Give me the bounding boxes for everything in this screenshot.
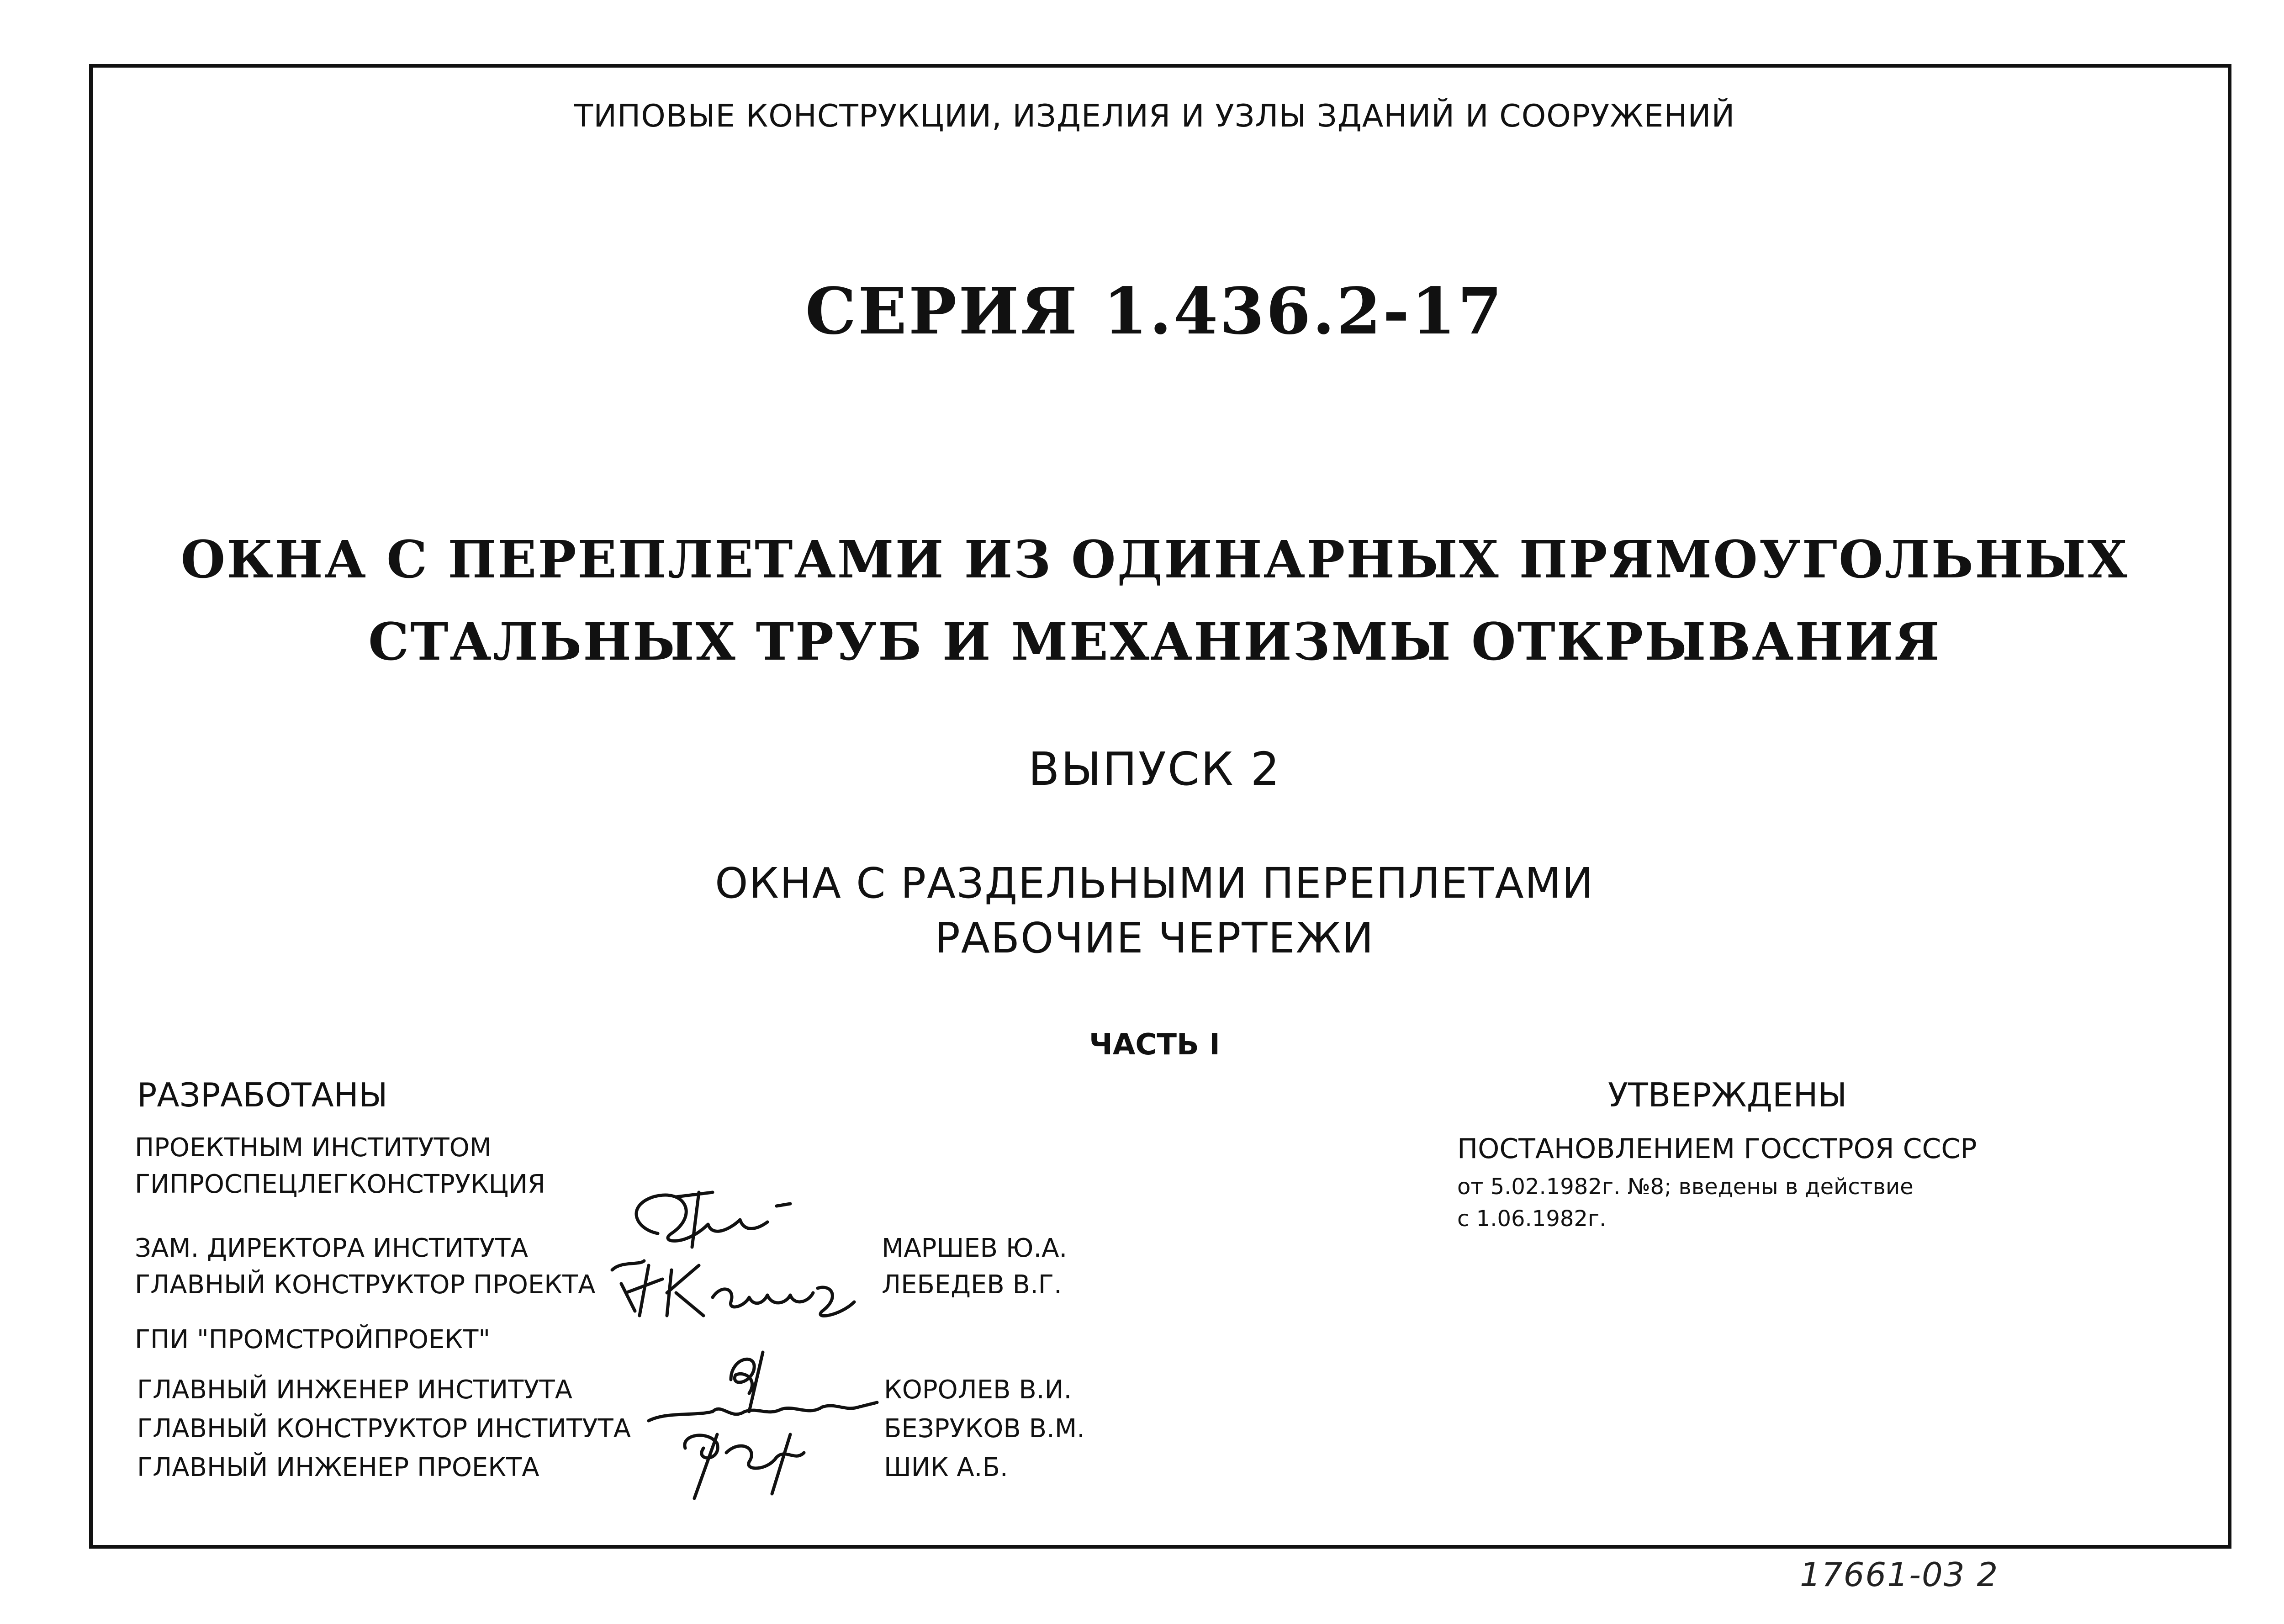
archive-stamp-number: 17661-03 2	[1800, 1555, 1999, 1594]
subtitle-line1: ОКНА С РАЗДЕЛЬНЫМИ ПЕРЕПЛЕТАМИ	[715, 859, 1594, 908]
name-korolev: КОРОЛЕВ В.И.	[884, 1375, 1072, 1405]
org2: ГПИ "ПРОМСТРОЙПРОЕКТ"	[135, 1325, 491, 1354]
signature-korolev-bezrukov-shik	[640, 1343, 895, 1526]
name-lebedev: ЛЕБЕДЕВ В.Г.	[882, 1270, 1062, 1300]
signature-marshev-lebedev	[594, 1179, 877, 1329]
role-chief-engineer-institute: ГЛАВНЫЙ ИНЖЕНЕР ИНСТИТУТА	[137, 1375, 573, 1405]
approved-line3: с 1.06.1982г.	[1457, 1206, 1607, 1232]
developed-heading: РАЗРАБОТАНЫ	[137, 1076, 388, 1114]
subtitle-line2: РАБОЧИЕ ЧЕРТЕЖИ	[935, 914, 1375, 963]
name-shik: ШИК А.Б.	[884, 1453, 1008, 1482]
role-chief-designer-project: ГЛАВНЫЙ КОНСТРУКТОР ПРОЕКТА	[135, 1270, 596, 1300]
approved-line1: ПОСТАНОВЛЕНИЕМ ГОССТРОЯ СССР	[1457, 1133, 1977, 1165]
top-line: ТИПОВЫЕ КОНСТРУКЦИИ, ИЗДЕЛИЯ И УЗЛЫ ЗДАНИЙ И СООРУЖЕНИЙ	[574, 98, 1735, 134]
role-chief-engineer-project: ГЛАВНЫЙ ИНЖЕНЕР ПРОЕКТА	[137, 1453, 539, 1482]
developed-org-line1: ПРОЕКТНЫМ ИНСТИТУТОМ	[135, 1133, 492, 1163]
role-chief-designer-institute: ГЛАВНЫЙ КОНСТРУКТОР ИНСТИТУТА	[137, 1414, 631, 1444]
series-title: СЕРИЯ 1.436.2-17	[805, 274, 1504, 349]
approved-heading: УТВЕРЖДЕНЫ	[1608, 1076, 1847, 1114]
developed-org-line2: ГИПРОСПЕЦЛЕГКОНСТРУКЦИЯ	[135, 1169, 545, 1199]
role-deputy-director: ЗАМ. ДИРЕКТОРА ИНСТИТУТА	[135, 1233, 528, 1263]
main-title-line1: ОКНА С ПЕРЕПЛЕТАМИ ИЗ ОДИНАРНЫХ ПРЯМОУГОЛЬНЫХ	[180, 530, 2129, 590]
name-marshev: МАРШЕВ Ю.А.	[882, 1233, 1068, 1263]
part-label: ЧАСТЬ I	[1089, 1028, 1220, 1062]
main-title-line2: СТАЛЬНЫХ ТРУБ И МЕХАНИЗМЫ ОТКРЫВАНИЯ	[368, 612, 1941, 672]
name-bezrukov: БЕЗРУКОВ В.М.	[884, 1414, 1085, 1444]
approved-line2: от 5.02.1982г. №8; введены в действие	[1457, 1174, 1914, 1200]
issue-number: ВЫПУСК 2	[1028, 742, 1281, 796]
